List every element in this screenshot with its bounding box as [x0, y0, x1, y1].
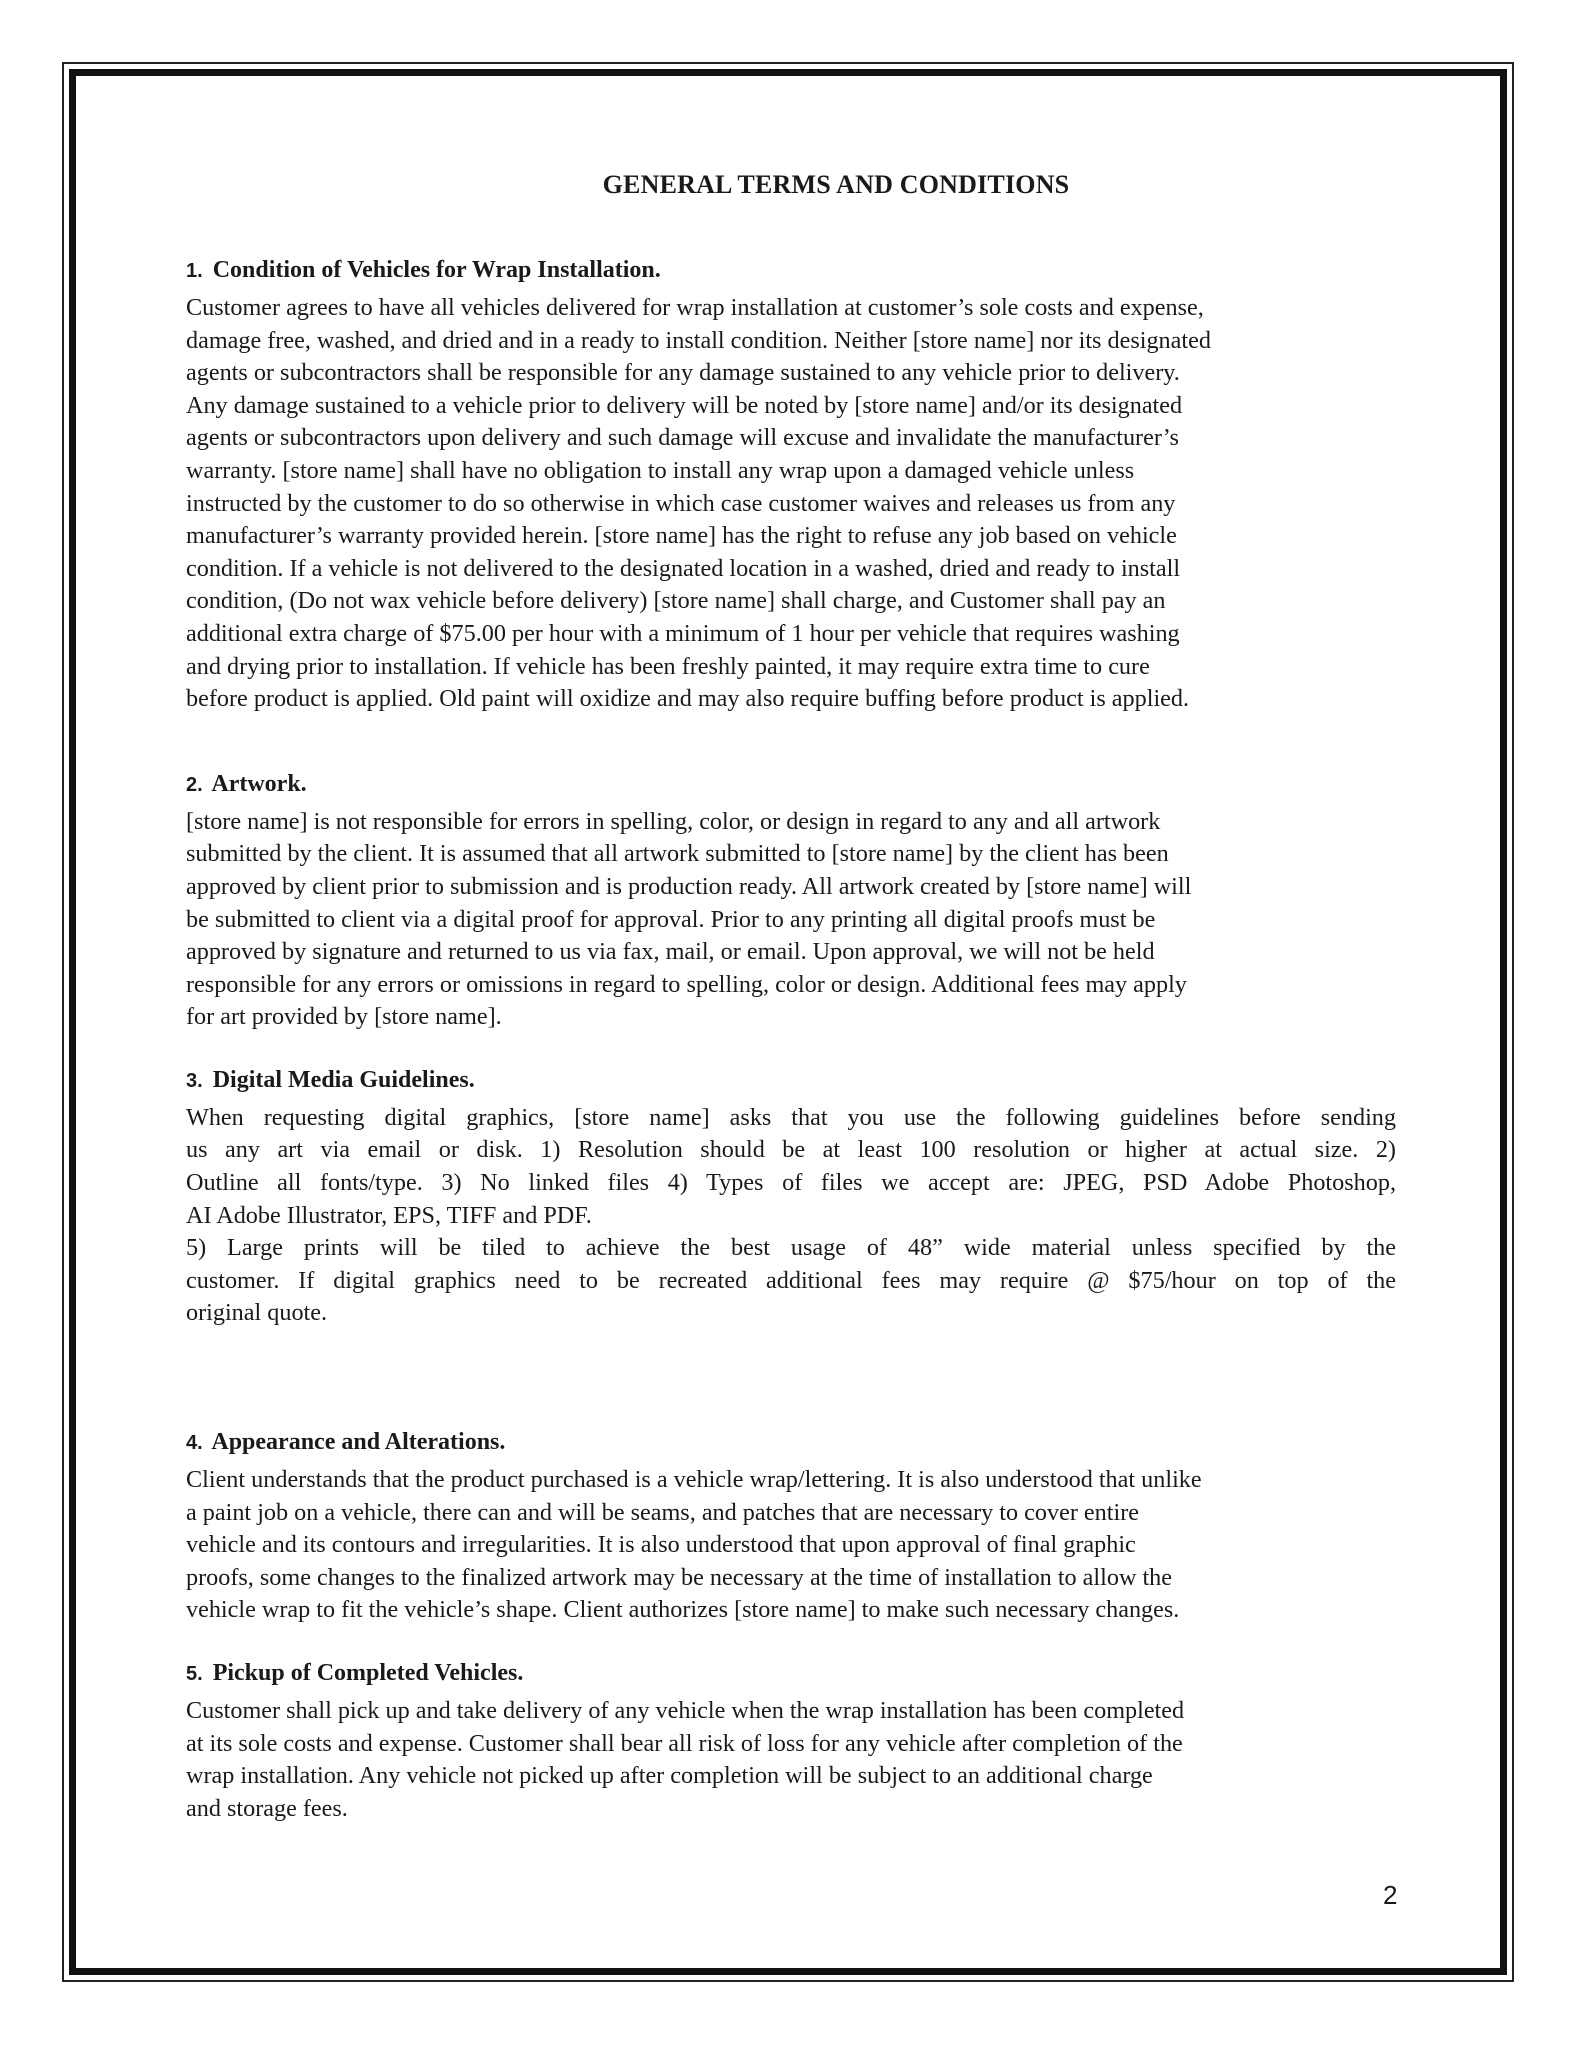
section-condition-of-vehicles — [186, 254, 1396, 716]
text-line: vehicle wrap to fit the vehicle’s shape. Client authorizes [store name] to make such necessary changes. — [186, 1596, 1180, 1624]
text-line: condition, (Do not wax vehicle before delivery) [store name] shall charge, and Customer shall pay an — [186, 587, 1166, 615]
text-line: [store name] is not responsible for errors in spelling, color, or design in regard to any and all artwork — [186, 807, 1161, 835]
section-title: Pickup of Completed Vehicles. — [212, 1660, 524, 1686]
page-number: 2 — [1383, 1880, 1398, 1910]
section-text — [186, 292, 1396, 716]
section-title: Digital Media Guidelines. — [212, 1066, 475, 1093]
text-line: wrap installation. Any vehicle not picked up after completion will be subject to an additional charge — [186, 1762, 1153, 1790]
text-line: condition. If a vehicle is not delivered to the designated location in a washed, dried and ready to install — [186, 554, 1181, 582]
text-line: When requesting digital graphics, [store name] asks that you use the following guidelines before sending — [186, 1103, 1396, 1131]
text-line: warranty. [store name] shall have no obligation to install any wrap upon a damaged vehicle unless — [186, 456, 1135, 484]
text-line: be submitted to client via a digital proof for approval. Prior to any printing all digital proofs must be — [186, 905, 1156, 933]
document-body — [186, 170, 1396, 1825]
section-title: Condition of Vehicles for Wrap Installation. — [212, 257, 661, 283]
text-line: Client understands that the product purchased is a vehicle wrap/lettering. It is also understood that unlike — [186, 1466, 1202, 1494]
text-line: and drying prior to installation. If vehicle has been freshly painted, it may require extra time to cure — [186, 652, 1150, 680]
text-line: approved by signature and returned to us via fax, mail, or email. Upon approval, we will not be held — [186, 938, 1155, 966]
section-title: Appearance and Alterations. — [211, 1429, 506, 1456]
text-line: 5) Large prints will be tiled to achieve the best usage of 48” wide material unless specified by the — [186, 1234, 1396, 1262]
section-heading — [186, 1064, 1396, 1098]
section-heading — [186, 1657, 1396, 1691]
text-line: Outline all fonts/type. 3) No linked files 4) Types of files we accept are: JPEG, PSD Adobe Photoshop, — [186, 1169, 1396, 1197]
section-heading — [186, 1426, 1396, 1460]
section-text — [186, 1102, 1396, 1330]
text-line: AI Adobe Illustrator, EPS, TIFF and PDF. — [186, 1201, 592, 1229]
text-line: customer. If digital graphics need to be recreated additional fees may require @ $75/hour on top of the — [186, 1266, 1396, 1294]
section-number: 4. — [186, 1432, 203, 1455]
section-number: 5. — [186, 1663, 203, 1685]
section-number: 2. — [186, 773, 203, 796]
text-line: proofs, some changes to the finalized artwork may be necessary at the time of installation to allow the — [186, 1563, 1173, 1591]
text-line: original quote. — [186, 1299, 328, 1327]
text-line: agents or subcontractors shall be responsible for any damage sustained to any vehicle prior to delivery. — [186, 359, 1180, 387]
text-line: a paint job on a vehicle, there can and will be seams, and patches that are necessary to cover entire — [186, 1498, 1139, 1526]
section-digital-media-guidelines — [186, 1064, 1396, 1330]
section-pickup-of-completed-vehicles — [186, 1657, 1396, 1825]
text-line: Any damage sustained to a vehicle prior to delivery will be noted by [store name] and/or its designated — [186, 391, 1183, 419]
text-line: for art provided by [store name]. — [186, 1003, 502, 1031]
text-line: agents or subcontractors upon delivery and such damage will excuse and invalidate the manufacturer’s — [186, 424, 1179, 452]
section-text — [186, 1695, 1396, 1825]
text-line: vehicle and its contours and irregularities. It is also understood that upon approval of final graphic — [186, 1531, 1136, 1559]
text-line: Customer shall pick up and take delivery of any vehicle when the wrap installation has been completed — [186, 1697, 1185, 1724]
text-line: us any art via email or disk. 1) Resolution should be at least 100 resolution or higher at actual size. 2) — [186, 1136, 1396, 1164]
section-number: 1. — [186, 260, 203, 282]
section-text — [186, 1464, 1396, 1627]
text-line: at its sole costs and expense. Customer shall bear all risk of loss for any vehicle after completion of the — [186, 1729, 1183, 1757]
section-title: Artwork. — [211, 770, 307, 797]
text-line: additional extra charge of $75.00 per hour with a minimum of 1 hour per vehicle that requires washing — [186, 619, 1180, 647]
document-title: GENERAL TERMS AND CONDITIONS — [602, 170, 1070, 199]
text-line: responsible for any errors or omissions in regard to spelling, color or design. Additional fees may apply — [186, 970, 1187, 998]
section-number: 3. — [186, 1069, 203, 1092]
text-line: approved by client prior to submission and is production ready. All artwork created by [store name] will — [186, 872, 1192, 900]
text-line: before product is applied. Old paint will oxidize and may also require buffing before product is applied. — [186, 685, 1190, 713]
text-line: submitted by the client. It is assumed that all artwork submitted to [store name] by the client has been — [186, 840, 1169, 868]
text-line: Customer agrees to have all vehicles delivered for wrap installation at customer’s sole costs and expense, — [186, 294, 1204, 321]
section-text — [186, 806, 1396, 1034]
section-heading — [186, 768, 1396, 802]
section-heading — [186, 254, 1396, 288]
text-line: damage free, washed, and dried and in a ready to install condition. Neither [store name] nor its designated — [186, 326, 1211, 354]
section-appearance-and-alterations — [186, 1426, 1396, 1627]
section-artwork — [186, 768, 1396, 1034]
text-line: instructed by the customer to do so otherwise in which case customer waives and releases us from any — [186, 489, 1176, 517]
text-line: manufacturer’s warranty provided herein. [store name] has the right to refuse any job based on vehicle — [186, 522, 1177, 550]
text-line: and storage fees. — [186, 1794, 348, 1822]
